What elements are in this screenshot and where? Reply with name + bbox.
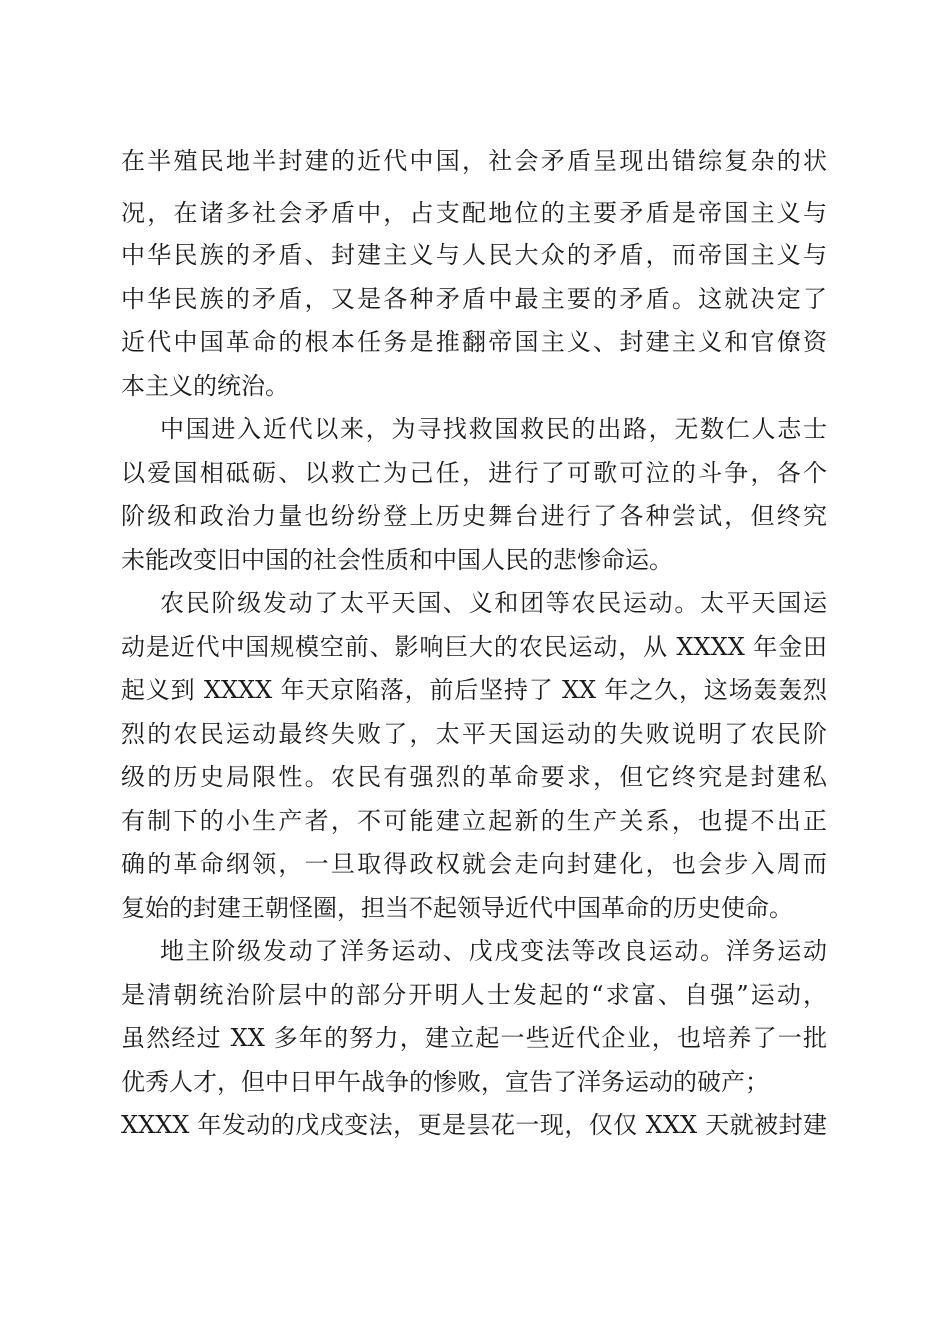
text-line: 是清朝统治阶层中的部分开明人士发起的“求富、自强”运动， [121, 981, 827, 1009]
text-line: 中国进入近代以来，为寻找救国救民的出路，无数仁人志士 [160, 415, 827, 443]
text-line: 烈的农民运动最终失败了，太平天国运动的失败说明了农民阶 [121, 720, 827, 748]
text-line: 虽然经过 XX 多年的努力，建立起一些近代企业，也培养了一批 [121, 1024, 827, 1052]
text-line: 中华民族的矛盾，又是各种矛盾中最主要的矛盾。这就决定了 [121, 285, 827, 313]
text-line: 农民阶级发动了太平天国、义和团等农民运动。太平天国运 [160, 589, 827, 617]
text-line: 在半殖民地半封建的近代中国，社会矛盾呈现出错综复杂的状 [121, 147, 827, 175]
text-line: 复始的封建王朝怪圈，担当不起领导近代中国革命的历史使命。 [121, 894, 793, 922]
text-line: 起义到 XXXX 年天京陷落，前后坚持了 XX 年之久，这场轰轰烈 [121, 676, 827, 704]
text-line: XXXX 年发动的戊戌变法，更是昙花一现，仅仅 XXX 天就被封建 [121, 1111, 827, 1139]
text-line: 未能改变旧中国的社会性质和中国人民的悲惨命运。 [121, 546, 673, 574]
text-line: 中华民族的矛盾、封建主义与人民大众的矛盾，而帝国主义与 [121, 241, 827, 269]
text-line: 地主阶级发动了洋务运动、戊戌变法等改良运动。洋务运动 [160, 937, 827, 965]
text-line: 近代中国革命的根本任务是推翻帝国主义、封建主义和官僚资 [121, 328, 827, 356]
text-line: 本主义的统治。 [121, 372, 289, 400]
text-line: 确的革命纲领，一旦取得政权就会走向封建化，也会步入周而 [121, 850, 827, 878]
text-line: 级的历史局限性。农民有强烈的革命要求，但它终究是封建私 [121, 763, 827, 791]
text-line: 有制下的小生产者，不可能建立起新的生产关系，也提不出正 [121, 807, 827, 835]
text-line: 动是近代中国规模空前、影响巨大的农民运动，从 XXXX 年金田 [121, 633, 827, 661]
text-line: 况，在诸多社会矛盾中，占支配地位的主要矛盾是帝国主义与 [121, 199, 827, 227]
text-line: 以爱国相砥砺、以救亡为己任，进行了可歌可泣的斗争，各个 [121, 459, 827, 487]
text-line: 优秀人才，但中日甲午战争的惨败，宣告了洋务运动的破产； [121, 1068, 769, 1096]
text-line: 阶级和政治力量也纷纷登上历史舞台进行了各种尝试，但终究 [121, 502, 827, 530]
